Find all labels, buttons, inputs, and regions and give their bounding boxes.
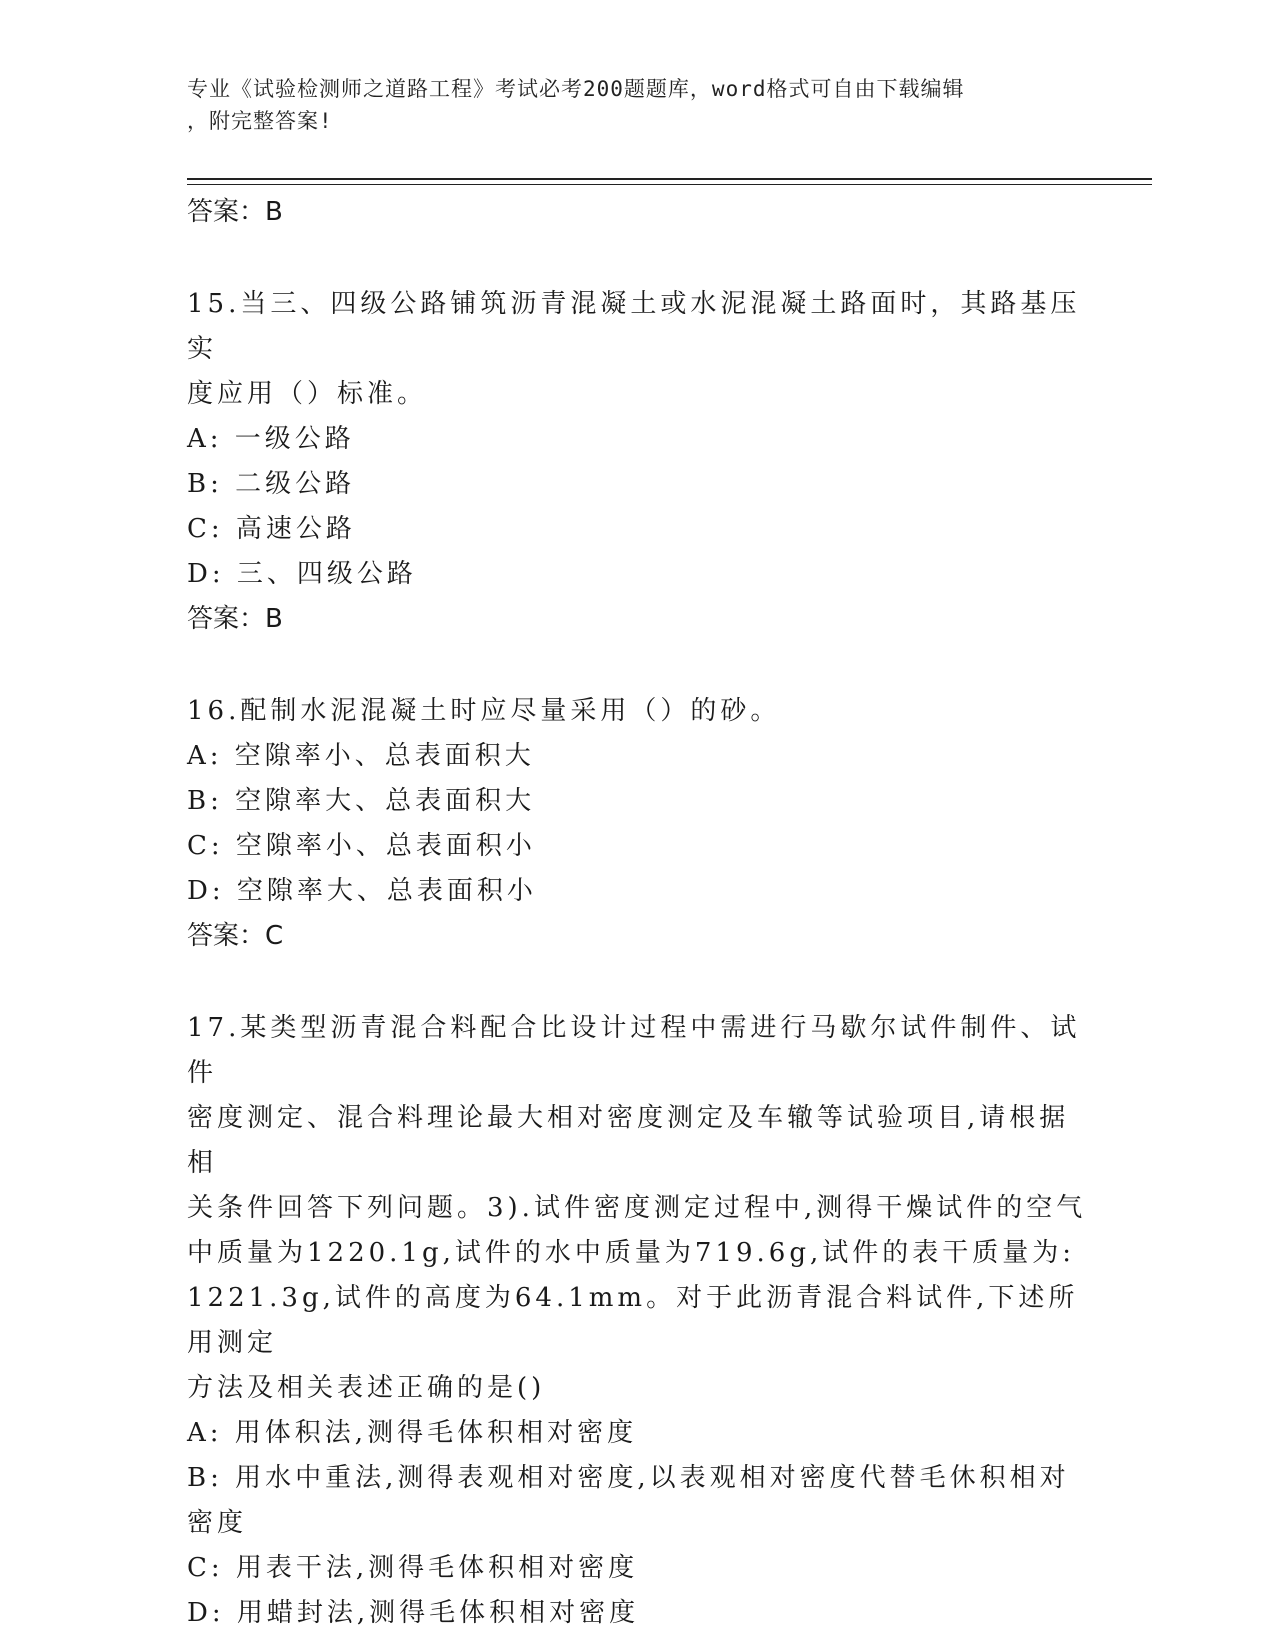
question-text-line: 1221.3g,试件的高度为64.1mm。对于此沥青混合料试件,下述所用测定 — [187, 1283, 1079, 1358]
option-c: C: 用表干法,测得毛体积相对密度 — [187, 1553, 639, 1583]
question-text-line: 密度测定、混合料理论最大相对密度测定及车辙等试验项目,请根据相 — [187, 1103, 1070, 1178]
option-c: C: 高速公路 — [187, 514, 356, 544]
option-a: A: 空隙率小、总表面积大 — [187, 741, 535, 771]
option-a: A: 用体积法,测得毛体积相对密度 — [187, 1418, 638, 1448]
question-16 — [187, 689, 1087, 914]
option-d: D: 空隙率大、总表面积小 — [187, 876, 537, 906]
option-d: D: 用蜡封法,测得毛体积相对密度 — [187, 1598, 640, 1628]
option-b: B: 用水中重法,测得表观相对密度,以表观相对密度代替毛休积相对密度 — [187, 1463, 1070, 1538]
question-text-line: 16.配制水泥混凝土时应尽量采用（）的砂。 — [187, 696, 781, 726]
answer-16: 答案：C — [187, 921, 284, 951]
page-header — [187, 73, 1067, 137]
question-list — [187, 190, 1087, 1636]
header-line-2: ，附完整答案! — [187, 109, 333, 133]
header-line-1: 专业《试验检测师之道路工程》考试必考200题题库，word格式可自由下载编辑 — [187, 77, 965, 101]
header-divider-thin — [187, 184, 1152, 185]
question-text-line: 关条件回答下列问题。3).试件密度测定过程中,测得干燥试件的空气 — [187, 1193, 1087, 1223]
option-a: A: 一级公路 — [187, 424, 355, 454]
answer-15: 答案：B — [187, 604, 283, 634]
question-text-line: 中质量为1220.1g,试件的水中质量为719.6g,试件的表干质量为: — [187, 1238, 1075, 1268]
question-15 — [187, 282, 1087, 597]
question-text-line: 17.某类型沥青混合料配合比设计过程中需进行马歇尔试件制件、试件 — [187, 1013, 1081, 1088]
question-text-line: 15.当三、四级公路铺筑沥青混凝土或水泥混凝土路面时，其路基压实 — [187, 289, 1081, 364]
question-text-line: 度应用（）标准。 — [187, 379, 428, 409]
question-17 — [187, 1006, 1087, 1636]
header-divider-thick — [187, 178, 1152, 180]
answer-14: 答案：B — [187, 197, 283, 227]
question-text-line: 方法及相关表述正确的是() — [187, 1373, 546, 1403]
option-d: D: 三、四级公路 — [187, 559, 417, 589]
option-c: C: 空隙率小、总表面积小 — [187, 831, 536, 861]
option-b: B: 二级公路 — [187, 469, 356, 499]
option-b: B: 空隙率大、总表面积大 — [187, 786, 536, 816]
